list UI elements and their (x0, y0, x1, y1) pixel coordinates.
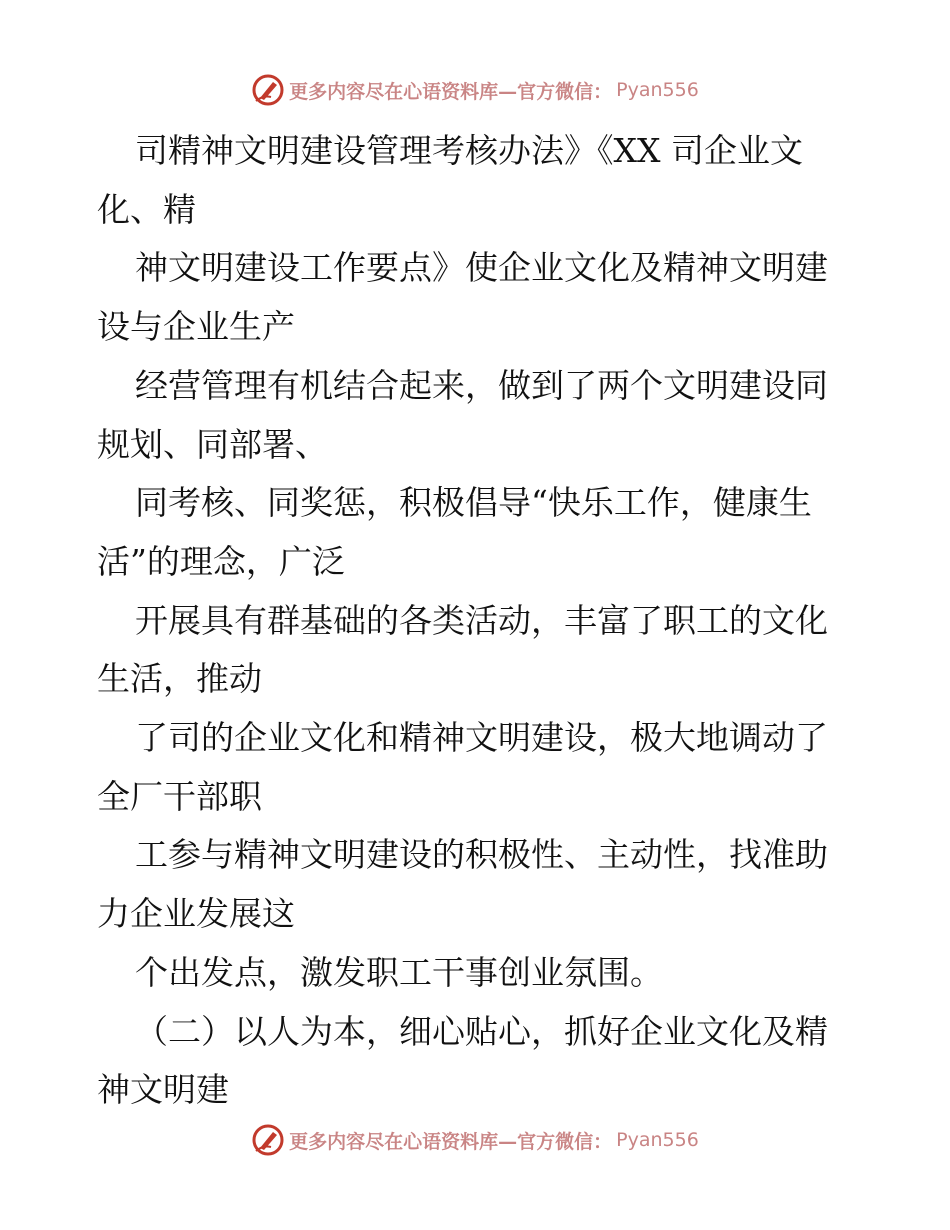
body-text-line: 神文明建 (97, 1070, 229, 1110)
body-text-line: 经营管理有机结合起来，做到了两个文明建设同 (135, 365, 828, 405)
body-text-line: 化、精 (97, 189, 196, 229)
body-text-line: 神文明建设工作要点》使企业文化及精神文明建 (135, 248, 828, 288)
body-text-line: 力企业发展这 (97, 894, 295, 934)
quill-logo-icon (251, 73, 285, 107)
footer-banner (0, 1120, 950, 1160)
body-text-line: 生活，推动 (97, 659, 262, 699)
body-text-line: 个出发点，激发职工干事创业氛围。 (135, 952, 663, 992)
body-text-line: 设与企业生产 (97, 307, 295, 347)
footer-promo-id: Pyan556 (616, 1129, 699, 1151)
quill-logo-icon (251, 1123, 285, 1157)
header-promo-id: Pyan556 (616, 79, 699, 101)
document-body (97, 122, 857, 1120)
body-text-line: 活”的理念，广泛 (97, 541, 345, 581)
body-text-line: （二）以人为本，细心贴心，抓好企业文化及精 (135, 1011, 828, 1051)
footer-banner-inner (251, 1123, 699, 1157)
body-text-line: 开展具有群基础的各类活动，丰富了职工的文化 (135, 600, 828, 640)
footer-promo-text: 更多内容尽在心语资料库—官方微信： (289, 1130, 613, 1153)
body-text-line: 工参与精神文明建设的积极性、主动性，找准助 (135, 835, 828, 875)
header-promo-text: 更多内容尽在心语资料库—官方微信： (289, 80, 613, 103)
header-banner-inner (251, 73, 699, 107)
body-text-line: 全厂干部职 (97, 776, 262, 816)
body-text-line: 了司的企业文化和精神文明建设，极大地调动了 (135, 718, 828, 758)
header-banner (0, 70, 950, 110)
body-text-line: 规划、同部署、 (97, 424, 328, 464)
body-text-line: 司精神文明建设管理考核办法》《XX 司企业文 (135, 131, 803, 170)
body-text-line: 同考核、同奖惩，积极倡导“快乐工作，健康生 (135, 483, 812, 523)
